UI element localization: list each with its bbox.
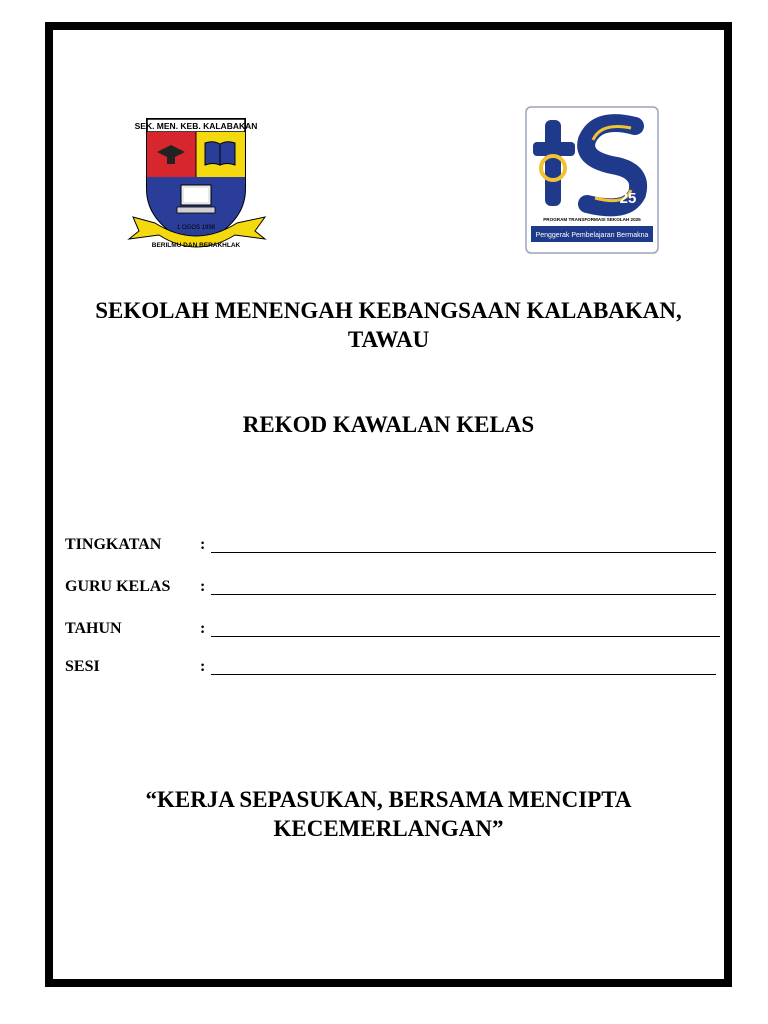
guru-kelas-blank-line[interactable] xyxy=(211,594,716,595)
field-colon: : xyxy=(200,578,206,595)
record-title: REKOD KAWALAN KELAS xyxy=(242,412,535,437)
field-guru-kelas xyxy=(65,578,715,598)
school-name-line2: TAWAU xyxy=(347,327,430,352)
motto-line2: KECEMERLANGAN” xyxy=(273,816,504,841)
field-label: TINGKATAN xyxy=(65,536,162,553)
crest-banner-text: SEK. MEN. KEB. KALABAKAN xyxy=(134,121,258,131)
ts-tagline-text: Penggerak Pembelajaran Bermakna xyxy=(535,232,649,239)
field-tingkatan xyxy=(65,536,715,556)
school-name-heading xyxy=(53,296,724,354)
field-colon: : xyxy=(200,536,206,553)
book-icon xyxy=(205,142,235,165)
motto-line1: “KERJA SEPASUKAN, BERSAMA MENCIPTA xyxy=(145,787,632,812)
crest-motto-text: BERILMU DAN BERAKHLAK xyxy=(151,242,241,249)
ts25-logo xyxy=(525,106,659,254)
field-label: TAHUN xyxy=(65,620,122,637)
ts-number-text: 25 xyxy=(619,190,637,207)
field-label: GURU KELAS xyxy=(65,578,171,595)
field-tahun xyxy=(65,620,715,640)
crest-date-text: 1 OGOS 1998 xyxy=(176,225,216,231)
field-sesi xyxy=(65,658,715,678)
class-motto xyxy=(53,785,724,843)
tahun-blank-line[interactable] xyxy=(211,636,720,637)
sesi-blank-line[interactable] xyxy=(211,674,716,675)
computer-icon xyxy=(177,185,215,213)
field-colon: : xyxy=(200,620,206,637)
field-label: SESI xyxy=(65,658,100,675)
ts-program-text: PROGRAM TRANSFORMASI SEKOLAH 2025 xyxy=(543,217,641,222)
school-crest-logo xyxy=(125,107,273,259)
field-colon: : xyxy=(200,658,206,675)
tingkatan-blank-line[interactable] xyxy=(211,552,716,553)
page-border xyxy=(45,22,732,987)
school-name-line1: SEKOLAH MENENGAH KEBANGSAAN KALABAKAN, xyxy=(95,298,682,323)
